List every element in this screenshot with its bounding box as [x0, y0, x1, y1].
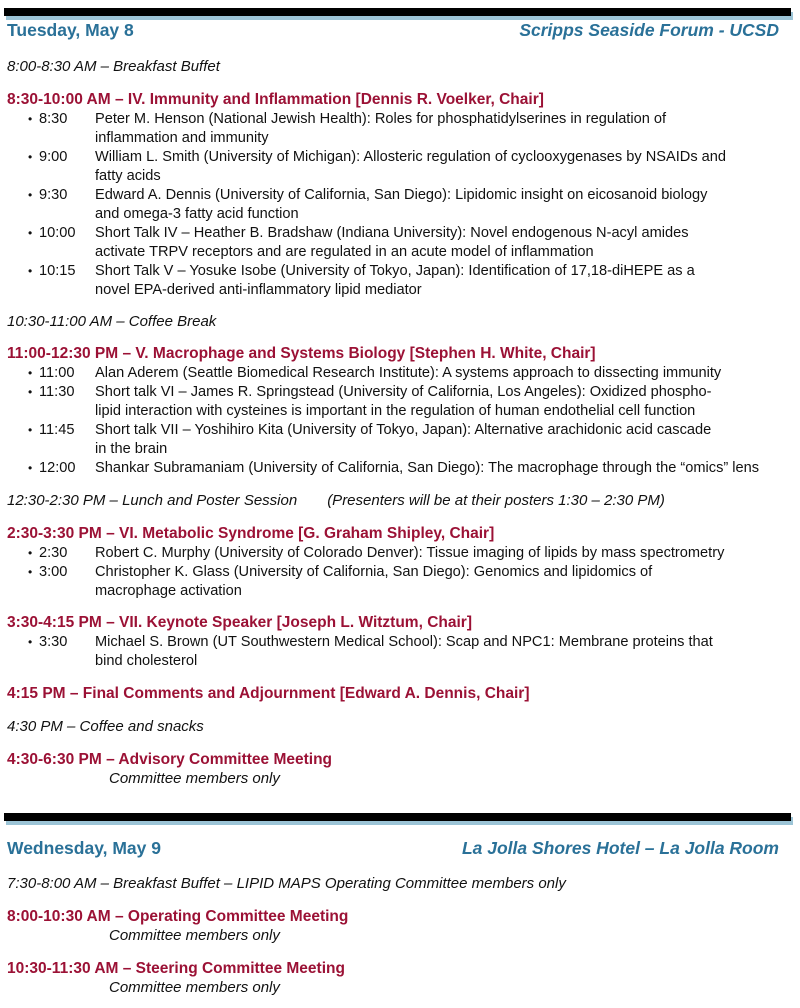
talk-item — [0, 262, 800, 300]
day-header-tuesday — [7, 20, 779, 44]
talk-item — [0, 110, 800, 148]
talk-time: 9:00 — [39, 149, 68, 165]
talk-text-cont: inflammation and immunity — [95, 130, 269, 146]
talk-time: 10:00 — [39, 225, 76, 241]
talk-text: Peter M. Henson (National Jewish Health): Roles for phosphatidylserines in regulation of — [95, 111, 667, 127]
session-4-talks — [0, 110, 800, 300]
talk-item — [0, 186, 800, 224]
lunch-line — [7, 492, 665, 509]
talk-text: Michael S. Brown (UT Southwestern Medical School): Scap and NPC1: Membrane proteins that — [95, 634, 713, 650]
session-6-title: 2:30-3:30 PM – VI. Metabolic Syndrome [G. Graham Shipley, Chair] — [7, 525, 495, 542]
talk-item — [0, 224, 800, 262]
bullet: • — [28, 546, 33, 560]
talk-text: Edward A. Dennis (University of California, San Diego): Lipidomic insight on eicosanoid biology — [95, 187, 708, 203]
day-venue: La Jolla Shores Hotel – La Jolla Room — [461, 838, 779, 858]
bullet: • — [28, 188, 33, 202]
lunch-text: 12:30-2:30 PM – Lunch and Poster Session — [7, 492, 298, 509]
talk-item — [0, 421, 800, 459]
poster-note: (Presenters will be at their posters 1:30 – 2:30 PM) — [327, 492, 665, 509]
talk-text: Robert C. Murphy (University of Colorado Denver): Tissue imaging of lipids by mass spectrometry — [95, 545, 725, 561]
steering-note: Committee members only — [109, 979, 280, 996]
talk-time: 11:30 — [39, 384, 75, 400]
coffee-snacks-line: 4:30 PM – Coffee and snacks — [7, 718, 204, 735]
talk-text-cont: and omega-3 fatty acid function — [95, 206, 299, 222]
talk-item — [0, 364, 800, 383]
talk-text: Alan Aderem (Seattle Biomedical Research Institute): A systems approach to dissecting immunity — [95, 365, 722, 381]
bullet: • — [28, 565, 33, 579]
talk-item — [0, 544, 800, 563]
bullet: • — [28, 635, 33, 649]
talk-item — [0, 148, 800, 186]
day-date: Wednesday, May 9 — [7, 838, 161, 858]
talk-item — [0, 633, 800, 671]
bullet: • — [28, 366, 33, 380]
talk-text-cont: in the brain — [95, 441, 168, 457]
operating-note: Committee members only — [109, 927, 280, 944]
bullet: • — [28, 461, 33, 475]
session-5-title: 11:00-12:30 PM – V. Macrophage and Systems Biology [Stephen H. White, Chair] — [7, 345, 596, 362]
talk-time: 3:00 — [39, 564, 68, 580]
talk-time: 3:30 — [39, 634, 68, 650]
talk-text: Short Talk IV – Heather B. Bradshaw (Indiana University): Novel endogenous N-acyl amides — [95, 225, 689, 241]
breakfast-line: 7:30-8:00 AM – Breakfast Buffet – LIPID MAPS Operating Committee members only — [7, 875, 566, 892]
session-6-talks — [0, 544, 800, 601]
advisory-meeting-title: 4:30-6:30 PM – Advisory Committee Meeting — [7, 751, 333, 768]
steering-meeting-title: 10:30-11:30 AM – Steering Committee Meeting — [7, 960, 345, 977]
talk-time: 8:30 — [39, 111, 68, 127]
talk-time: 12:00 — [39, 460, 76, 476]
talk-text: Shankar Subramaniam (University of California, San Diego): The macrophage through the “omics” lens — [95, 460, 760, 476]
bullet: • — [28, 150, 33, 164]
talk-text: Short talk VI – James R. Springstead (University of California, Los Angeles): Oxidized phospho- — [95, 384, 712, 400]
operating-meeting-title: 8:00-10:30 AM – Operating Committee Meeting — [7, 908, 349, 925]
session-7-talks — [0, 633, 800, 671]
advisory-note: Committee members only — [109, 770, 280, 787]
breakfast-line: 8:00-8:30 AM – Breakfast Buffet — [7, 58, 220, 75]
talk-text-cont: lipid interaction with cysteines is important in the regulation of human endothelial cell function — [95, 403, 696, 419]
bullet: • — [28, 226, 33, 240]
talk-text-cont: activate TRPV receptors and are regulated in an acute model of inflammation — [95, 244, 594, 260]
talk-time: 10:15 — [39, 263, 76, 279]
talk-text: Short talk VII – Yoshihiro Kita (University of Tokyo, Japan): Alternative arachidonic acid cascade — [95, 422, 712, 438]
day-date: Tuesday, May 8 — [7, 20, 134, 40]
talk-text-cont: fatty acids — [95, 168, 161, 184]
session-5-talks — [0, 364, 800, 478]
bullet: • — [28, 112, 33, 126]
talk-item — [0, 459, 800, 478]
bullet: • — [28, 423, 33, 437]
talk-text: Short Talk V – Yosuke Isobe (University of Tokyo, Japan): Identification of 17,18-diHEPE as a — [95, 263, 695, 279]
day-venue: Scripps Seaside Forum - UCSD — [519, 20, 779, 40]
talk-text-cont: novel EPA-derived anti-inflammatory lipid mediator — [95, 282, 422, 298]
talk-time: 9:30 — [39, 187, 68, 203]
talk-text: William L. Smith (University of Michigan): Allosteric regulation of cyclooxygenases by NSAIDs and — [95, 149, 727, 165]
session-4-title: 8:30-10:00 AM – IV. Immunity and Inflammation [Dennis R. Voelker, Chair] — [7, 91, 544, 108]
session-7-title: 3:30-4:15 PM – VII. Keynote Speaker [Joseph L. Witztum, Chair] — [7, 614, 472, 631]
final-comments-title: 4:15 PM – Final Comments and Adjournment [Edward A. Dennis, Chair] — [7, 685, 530, 702]
talk-item — [0, 383, 800, 421]
talk-text-cont: macrophage activation — [95, 583, 242, 599]
bullet: • — [28, 385, 33, 399]
talk-time: 2:30 — [39, 545, 68, 561]
day-divider-rule — [4, 813, 791, 821]
coffee-break-line: 10:30-11:00 AM – Coffee Break — [7, 313, 217, 330]
talk-text: Christopher K. Glass (University of California, San Diego): Genomics and lipidomics of — [95, 564, 653, 580]
talk-time: 11:45 — [39, 422, 75, 438]
day-header-wednesday — [7, 838, 779, 862]
top-divider-rule — [4, 8, 791, 16]
talk-text-cont: bind cholesterol — [95, 653, 198, 669]
bullet: • — [28, 264, 33, 278]
talk-time: 11:00 — [39, 365, 75, 381]
talk-item — [0, 563, 800, 601]
